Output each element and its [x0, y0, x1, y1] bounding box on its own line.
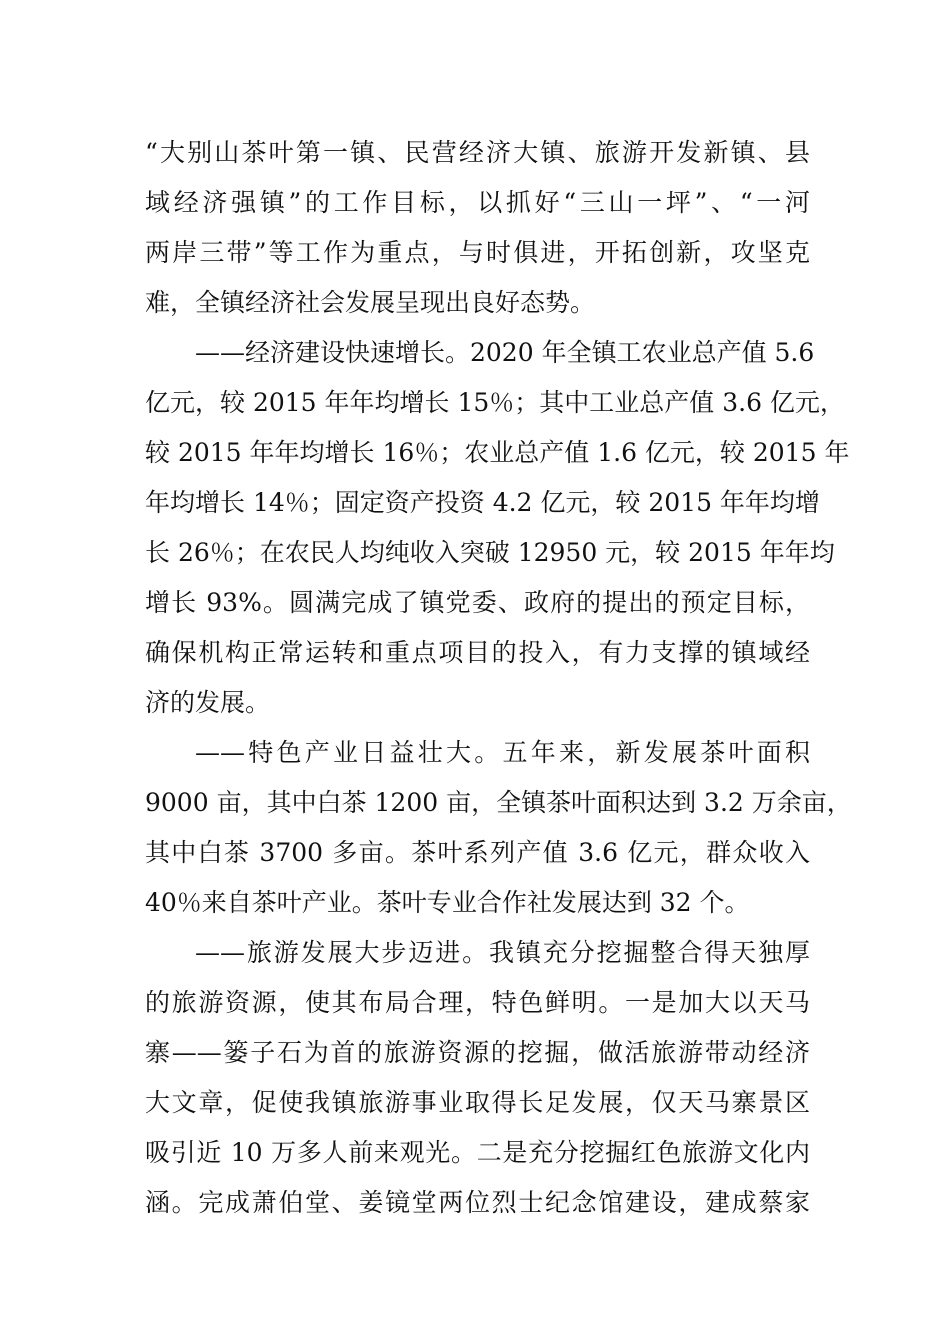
text-line: 济的发展。 — [145, 688, 271, 717]
text-line: “大别山茶叶第一镇、民营经济大镇、旅游开发新镇、县 — [145, 138, 810, 167]
text-line: 增长 93%。圆满完成了镇党委、政府的提出的预定目标， — [145, 588, 810, 617]
section-heading-line: ——经济建设快速增长。2020 年全镇工农业总产值 5.6 — [195, 338, 815, 367]
text-line: 域经济强镇”的工作目标，以抓好“三山一坪”、“一河 — [145, 188, 810, 217]
section-heading-line: ——旅游发展大步迈进。我镇充分挖掘整合得天独厚 — [195, 938, 810, 967]
text-line: 涵。完成萧伯堂、姜镜堂两位烈士纪念馆建设，建成蔡家 — [145, 1188, 810, 1217]
text-line: 难，全镇经济社会发展呈现出良好态势。 — [145, 288, 596, 317]
text-line: 大文章，促使我镇旅游事业取得长足发展，仅天马寨景区 — [145, 1088, 810, 1117]
text-line: 两岸三带”等工作为重点，与时俱进，开拓创新，攻坚克 — [145, 238, 810, 267]
text-line: 其中白茶 3700 多亩。茶叶系列产值 3.6 亿元，群众收入 — [145, 838, 810, 867]
text-line: 9000 亩，其中白茶 1200 亩，全镇茶叶面积达到 3.2 万余亩， — [145, 788, 852, 817]
text-line: 寨——篓子石为首的旅游资源的挖掘，做活旅游带动经济 — [145, 1038, 810, 1067]
text-line: 长 26％；在农民人均纯收入突破 12950 元，较 2015 年年均 — [145, 538, 835, 567]
section-heading-line: ——特色产业日益壮大。五年来，新发展茶叶面积 — [195, 738, 810, 767]
text-line: 较 2015 年年均增长 16％；农业总产值 1.6 亿元，较 2015 年 — [145, 438, 850, 467]
document-body — [145, 128, 852, 1228]
text-line: 40％来自茶叶产业。茶叶专业合作社发展达到 32 个。 — [145, 888, 750, 917]
text-line: 的旅游资源，使其布局合理，特色鲜明。一是加大以天马 — [145, 988, 810, 1017]
text-line: 年均增长 14％；固定资产投资 4.2 亿元，较 2015 年年均增 — [145, 488, 820, 517]
text-line: 亿元，较 2015 年年均增长 15％；其中工业总产值 3.6 亿元， — [145, 388, 845, 417]
text-line: 确保机构正常运转和重点项目的投入，有力支撑的镇域经 — [145, 638, 810, 667]
text-line: 吸引近 10 万多人前来观光。二是充分挖掘红色旅游文化内 — [145, 1138, 810, 1167]
